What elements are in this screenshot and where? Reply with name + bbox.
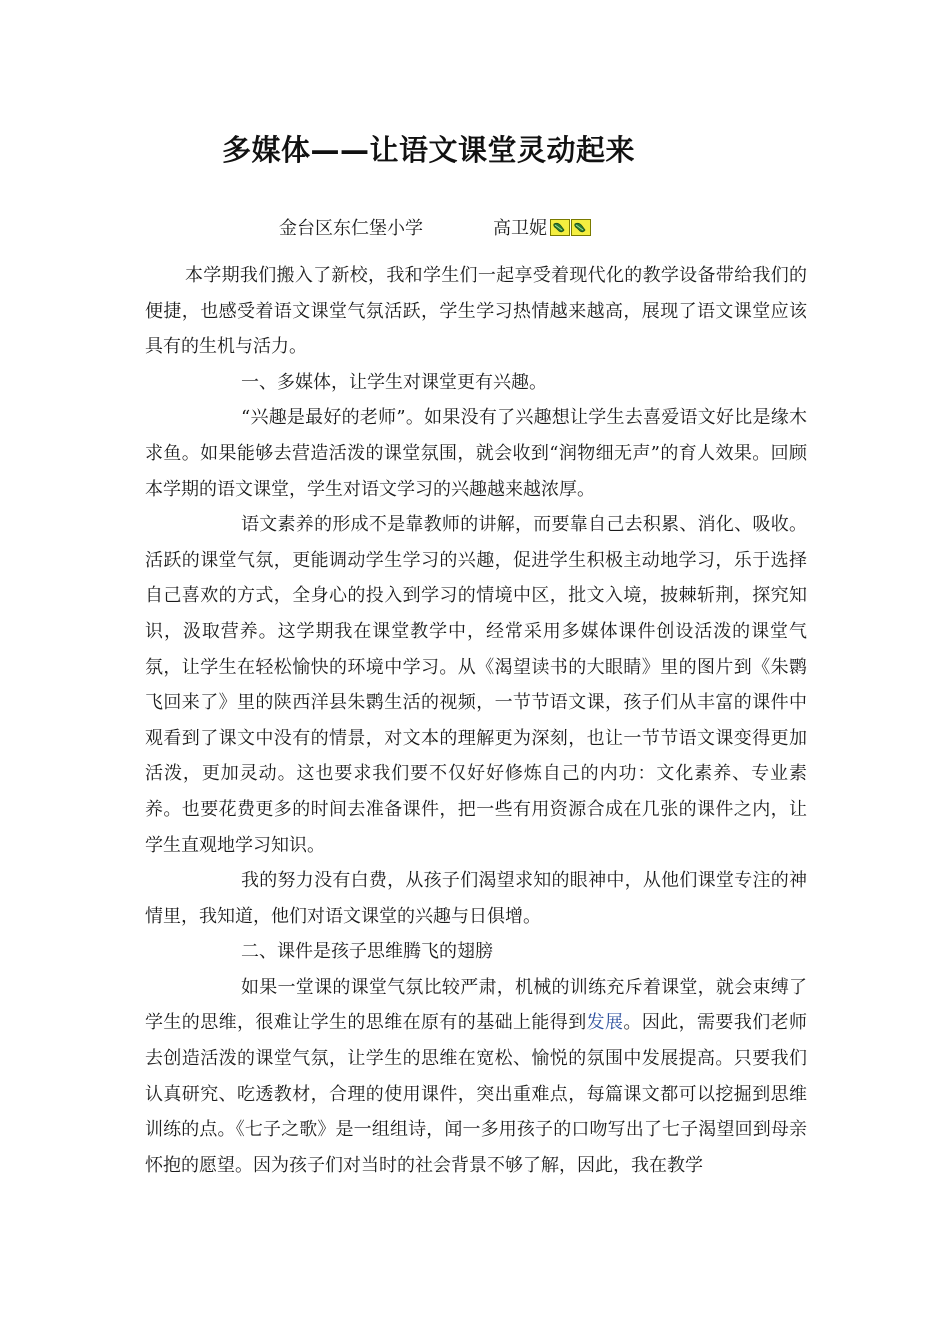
document-title: 多媒体——让语文课堂灵动起来 [222, 133, 636, 167]
paragraph-effort: 我的努力没有白费，从孩子们渴望求知的眼神中，从他们课堂专注的神情里，我知道，他们对语文课堂的兴趣与日俱增。 [145, 870, 807, 927]
paragraph-thinking-part1: 如果一堂课的课堂气氛比较严肃，机械的训练充斥着课堂，就会束缚了学生的思维，很难让学生的思维在原有的基础上能得到 [145, 976, 807, 1034]
annotation-icon[interactable] [571, 219, 591, 236]
paragraph-thinking [145, 970, 807, 1184]
development-link[interactable]: 发展 [586, 1012, 624, 1034]
byline [279, 214, 591, 240]
author-name: 高卫妮 [493, 218, 547, 239]
paragraph-interest: “兴趣是最好的老师”。如果没有了兴趣想让学生去喜爱语文好比是缘木求鱼。如果能够去营造活泼的课堂氛围，就会收到“润物细无声”的育人效果。回顾本学期的语文课堂，学生对语文学习的兴趣越来越浓厚。 [145, 407, 807, 500]
annotation-icons [549, 219, 591, 236]
section-heading-1: 一、多媒体，让学生对课堂更有兴趣。 [241, 371, 547, 393]
paragraph-intro: 本学期我们搬入了新校，我和学生们一起享受着现代化的教学设备带给我们的便捷，也感受着语文课堂气氛活跃，学生学习热情越来越高，展现了语文课堂应该具有的生机与活力。 [145, 265, 807, 358]
author-school: 金台区东仁堡小学 [279, 218, 423, 239]
section-heading-2: 二、课件是孩子思维腾飞的翅膀 [241, 941, 493, 963]
annotation-icon[interactable] [550, 219, 570, 236]
paragraph-literacy: 语文素养的形成不是靠教师的讲解，而要靠自己去积累、消化、吸收。活跃的课堂气氛，更能调动学生学习的兴趣，促进学生积极主动地学习，乐于选择自己喜欢的方式，全身心的投入到学习的情境中区，批文入境，披棘斩荆，探究知识，汲取营养。这学期我在课堂教学中，经常采用多媒体课件创设活泼的课堂气氛，让学生在轻松愉快的环境中学习。从《渴望读书的大眼睛》里的图片到《朱鹮飞回来了》里的陕西洋县朱鹮生活的视频，一节节语文课，孩子们从丰富的课件中观看到了课文中没有的情景，对文本的理解更为深刻，也让一节节语文课变得更加活泼，更加灵动。这也要求我们要不仅好好修炼自己的内功：文化素养、专业素养。也要花费更多的时间去准备课件，把一些有用资源合成在几张的课件之内，让学生直观地学习知识。 [145, 514, 807, 856]
document-body [145, 258, 807, 1183]
paragraph-thinking-part2: 。因此，需要我们老师去创造活泼的课堂气氛，让学生的思维在宽松、愉悦的氛围中发展提高。只要我们认真研究、吃透教材，合理的使用课件，突出重难点，每篇课文都可以挖掘到思维训练的点。《七子之歌》是一组组诗，闻一多用孩子的口吻写出了七子渴望回到母亲怀抱的愿望。因为孩子们对当时的社会背景不够了解，因此，我在教学 [145, 1012, 808, 1176]
